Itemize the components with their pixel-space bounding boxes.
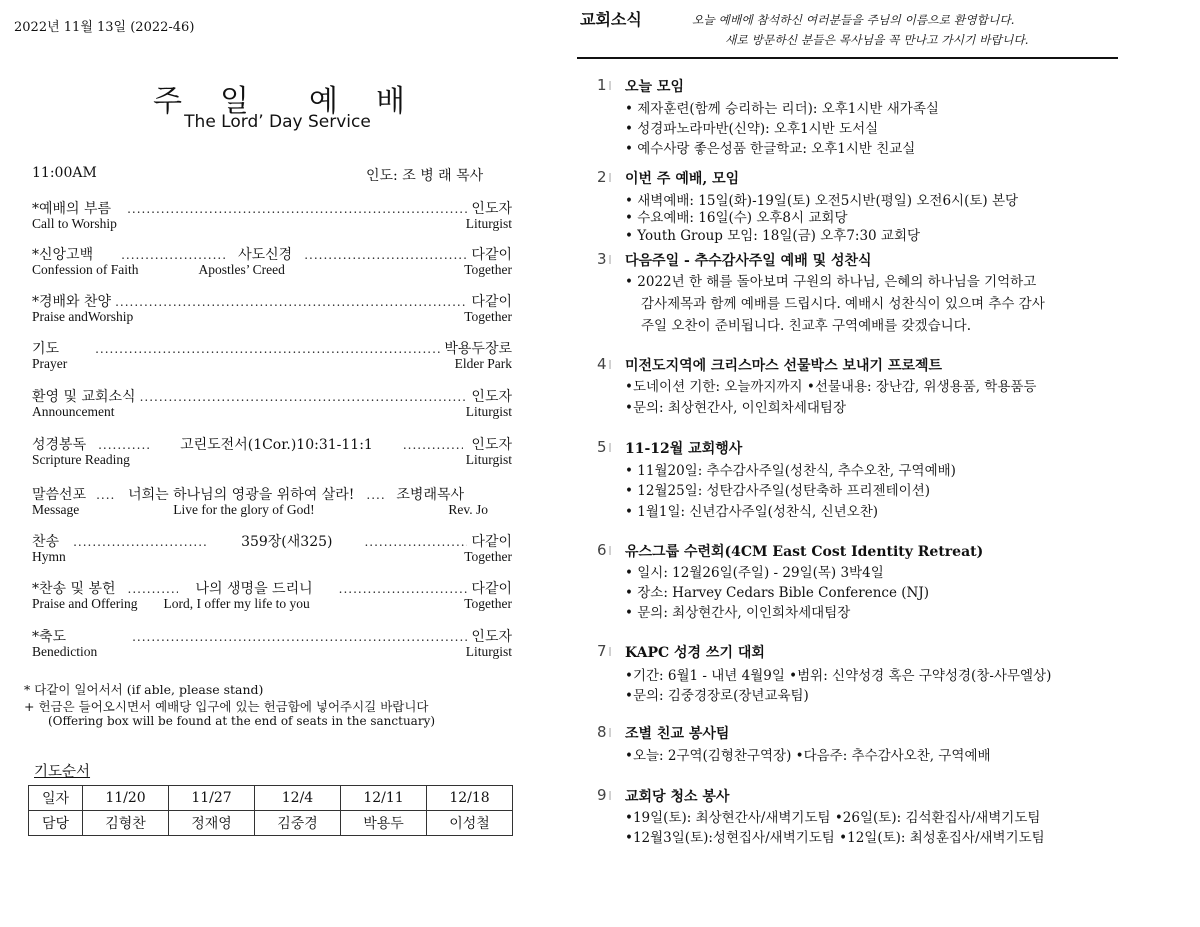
order-item-message <box>32 484 512 524</box>
title-char: 배 <box>375 84 407 119</box>
note-offering-ko: + 헌금은 들어오시면서 예배당 입구에 있는 헌금함에 넣어주시길 바랍니다 <box>24 699 429 714</box>
church-news-title: 교회소식 <box>580 10 642 29</box>
item-leader-ko: 인도자 <box>471 437 512 453</box>
prayer-schedule-title: 기도순서 <box>34 764 91 780</box>
table-cell: 일자 <box>29 786 83 811</box>
item-leader-ko: 다같이 <box>471 534 512 550</box>
item-leader-ko: 인도자 <box>471 389 512 405</box>
item-mid-ko: 359장(새325) <box>241 534 333 550</box>
order-item-hymn <box>32 531 512 571</box>
section-line: •12월3일(토):성현집사/새벽기도팀 •12일(토): 최성훈집사/새벽기도팀 <box>625 830 1045 846</box>
title-char: 예 <box>309 84 340 119</box>
item-en: Prayer <box>32 356 68 371</box>
section-heading: 오늘 모임 <box>625 79 684 95</box>
title-char: 일 <box>220 84 251 119</box>
section-number: 8 | <box>597 723 612 741</box>
order-item-call-to-worship <box>32 198 512 238</box>
item-ko: 기도 <box>32 341 60 357</box>
item-leader-en: Together <box>464 262 512 277</box>
note-stand: * 다같이 일어서서 (if able, please stand) <box>24 682 264 697</box>
item-mid-en: Live for the glory of God! <box>173 502 315 517</box>
table-row <box>29 786 513 811</box>
item-leader-ko: 조병래목사 <box>396 487 465 503</box>
section-number: 5 | <box>597 438 612 456</box>
item-mid-en: Apostles’ Creed <box>198 262 285 277</box>
section-heading: 유스그룹 수련회(4CM East Cost Identity Retreat) <box>625 544 984 560</box>
item-mid-ko: 나의 생명을 드리니 <box>195 581 313 597</box>
section-heading: KAPC 성경 쓰기 대회 <box>625 645 765 661</box>
section-line: • 성경파노라마반(신약): 오후1시반 도서실 <box>625 117 878 137</box>
item-en: Benediction <box>32 644 98 659</box>
note-offering-en: (Offering box will be found at the end of seats in the sanctuary) <box>48 714 436 728</box>
table-cell: 김형찬 <box>83 811 169 836</box>
order-item-scripture <box>32 434 512 474</box>
item-mid-ko: 너희는 하나님의 영광을 위하여 살라! <box>128 487 355 503</box>
table-cell: 김중경 <box>255 811 341 836</box>
welcome-message-1: 오늘 예배에 참석하신 여러분들을 주님의 이름으로 환영합니다. <box>692 13 1015 27</box>
section-line: •문의: 최상현간사, 이인희차세대팀장 <box>625 400 846 416</box>
title-char: 주 <box>153 84 185 119</box>
item-ko: *찬송 및 봉헌 <box>32 581 116 597</box>
item-leader-ko: 인도자 <box>471 629 512 645</box>
section-number: 6 | <box>597 541 612 559</box>
section-line: 주일 오찬이 준비됩니다. 친교후 구역예배를 갖겠습니다. <box>641 318 971 334</box>
item-mid-ko: 사도신경 <box>238 247 293 263</box>
item-en: Confession of Faith <box>32 262 139 277</box>
section-line: • Youth Group 모임: 18일(금) 오후7:30 교회당 <box>625 224 920 244</box>
welcome-message-2: 새로 방문하신 분들은 목사님을 꼭 만나고 가시기 바랍니다. <box>725 33 1029 47</box>
item-en: Scripture Reading <box>32 452 130 467</box>
section-number: 7 | <box>597 642 612 660</box>
item-leader-en: Together <box>464 596 512 611</box>
item-ko: *신앙고백 <box>32 247 94 263</box>
section-line: • 11월20일: 추수감사주일(성찬식, 추수오찬, 구역예배) <box>625 459 956 479</box>
section-line: •문의: 김중경장로(장년교육팀) <box>625 688 809 704</box>
order-item-praise-worship <box>32 291 512 331</box>
section-heading: 교회당 청소 봉사 <box>625 789 730 805</box>
item-mid-en: Lord, I offer my life to you <box>163 596 310 611</box>
item-en: Announcement <box>32 404 115 419</box>
table-cell: 담당 <box>29 811 83 836</box>
section-number: 3 | <box>597 250 612 268</box>
item-leader-en: Liturgist <box>465 644 512 659</box>
item-en: Message <box>32 502 80 517</box>
item-en: Call to Worship <box>32 216 117 231</box>
section-heading: 미전도지역에 크리스마스 선물박스 보내기 프로젝트 <box>625 358 943 374</box>
section-line: • 새벽예배: 15일(화)-19일(토) 오전5시반(평일) 오전6시(토) 본당 <box>625 189 1018 209</box>
item-en: Praise andWorship <box>32 309 134 324</box>
item-ko: 말씀선포 <box>32 487 87 503</box>
table-cell: 11/27 <box>169 786 255 811</box>
item-leader-ko: 박용두장로 <box>444 341 512 357</box>
table-cell: 이성철 <box>427 811 513 836</box>
service-time: 11:00AM <box>32 165 97 181</box>
table-cell: 11/20 <box>83 786 169 811</box>
item-leader-en: Liturgist <box>465 216 512 231</box>
item-mid-ko: 고린도전서(1Cor.)10:31-11:1 <box>180 437 373 453</box>
item-leader-en: Liturgist <box>465 404 512 419</box>
item-en: Praise and Offering <box>32 596 138 611</box>
service-leader: 인도: 조 병 래 목사 <box>366 168 484 184</box>
item-leader-en: Together <box>464 549 512 564</box>
section-line: •기간: 6월1 - 내년 4월9일 •범위: 신약성경 혹은 구약성경(창-사무엘상) <box>625 668 1052 684</box>
section-heading: 11-12월 교회행사 <box>625 441 743 457</box>
order-item-benediction <box>32 626 512 666</box>
order-item-prayer <box>32 338 512 378</box>
order-item-announcement <box>32 386 512 426</box>
section-number: 4 | <box>597 355 612 373</box>
section-line: • 2022년 한 해를 돌아보며 구원의 하나님, 은혜의 하나님을 기억하고 <box>625 270 1036 290</box>
order-item-offering <box>32 578 512 618</box>
item-ko: *예배의 부름 <box>32 201 112 217</box>
table-row <box>29 811 513 836</box>
item-leader-ko: 인도자 <box>471 201 512 217</box>
order-item-confession <box>32 244 512 284</box>
section-line: •도네이션 기한: 오늘까지까지 •선물내용: 장난감, 위생용품, 학용품등 <box>625 379 1037 395</box>
item-leader-ko: 다같이 <box>471 294 512 310</box>
item-leader-en: Liturgist <box>465 452 512 467</box>
section-line: 감사제목과 함께 예배를 드립시다. 예배시 성찬식이 있으며 추수 감사 <box>641 296 1045 312</box>
section-line: •오늘: 2구역(김형찬구역장) •다음주: 추수감사오찬, 구역예배 <box>625 748 991 764</box>
section-line: •19일(토): 최상현간사/새벽기도팀 •26일(토): 김석환집사/새벽기도팀 <box>625 810 1041 826</box>
item-ko: *축도 <box>32 629 67 645</box>
service-title-english: The Lord’ Day Service <box>184 112 371 132</box>
item-leader-en: Together <box>464 309 512 324</box>
item-ko: 환영 및 교회소식 <box>32 389 136 405</box>
section-heading: 다음주일 - 추수감사주일 예배 및 성찬식 <box>625 253 872 269</box>
bulletin-date: 2022년 11월 13일 (2022-46) <box>14 20 195 35</box>
section-line: • 장소: Harvey Cedars Bible Conference (NJ) <box>625 581 929 601</box>
table-cell: 12/18 <box>427 786 513 811</box>
table-cell: 12/4 <box>255 786 341 811</box>
section-heading: 이번 주 예배, 모임 <box>625 171 740 187</box>
section-line: • 예수사랑 좋은성품 한글학교: 오후1시반 친교실 <box>625 137 915 157</box>
table-cell: 12/11 <box>341 786 427 811</box>
section-number: 1 | <box>597 76 612 94</box>
item-ko: 찬송 <box>32 534 60 550</box>
section-number: 9 | <box>597 786 612 804</box>
section-line: • 제자훈련(함께 승리하는 리더): 오후1시반 새가족실 <box>625 97 939 117</box>
prayer-schedule-table <box>28 785 513 836</box>
section-line: • 12월25일: 성탄감사주일(성탄축하 프리젠테이션) <box>625 479 930 499</box>
section-number: 2 | <box>597 168 612 186</box>
section-line: • 1월1일: 신년감사주일(성찬식, 신년오찬) <box>625 500 878 520</box>
item-ko: *경배와 찬양 <box>32 294 112 310</box>
table-cell: 박용두 <box>341 811 427 836</box>
section-heading: 조별 친교 봉사팀 <box>625 726 730 742</box>
item-leader-en: Rev. Jo <box>448 502 488 517</box>
header-divider <box>577 57 1118 59</box>
item-leader-en: Elder Park <box>454 356 512 371</box>
table-cell: 정재영 <box>169 811 255 836</box>
section-line: • 문의: 최상현간사, 이인희차세대팀장 <box>625 601 850 621</box>
item-leader-ko: 다같이 <box>471 247 512 263</box>
section-line: • 수요예배: 16일(수) 오후8시 교회당 <box>625 206 847 226</box>
item-ko: 성경봉독 <box>32 437 87 453</box>
item-leader-ko: 다같이 <box>471 581 512 597</box>
section-line: • 일시: 12월26일(주일) - 29일(목) 3박4일 <box>625 561 884 581</box>
item-en: Hymn <box>32 549 66 564</box>
